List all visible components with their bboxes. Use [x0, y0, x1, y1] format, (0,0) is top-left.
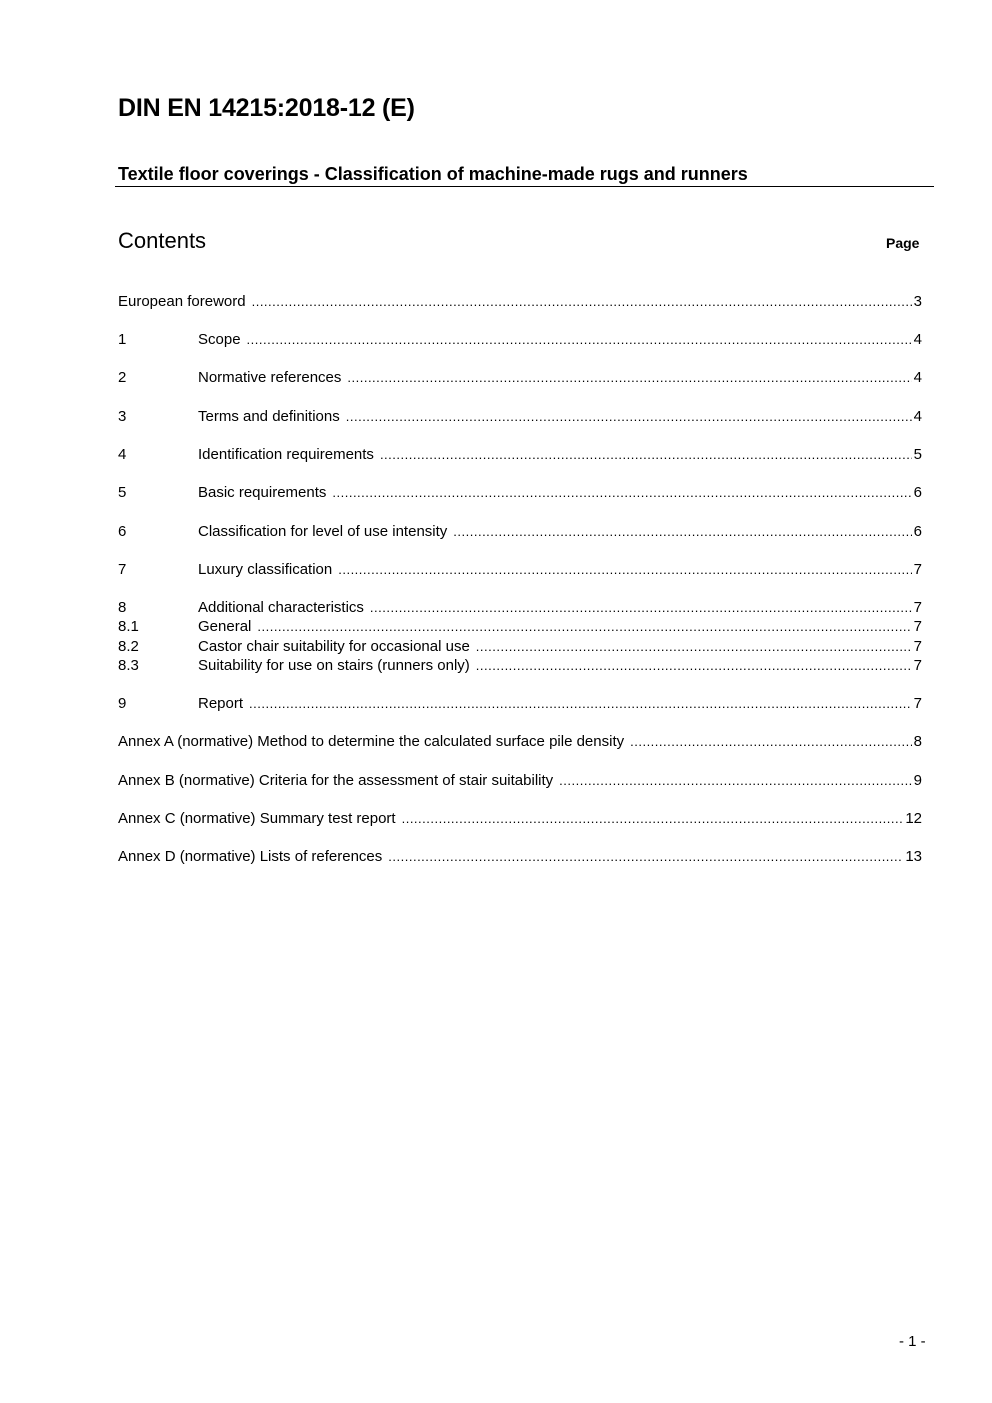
toc-entry-title: Scope — [198, 331, 241, 348]
toc-entry-page: 8 — [913, 733, 922, 750]
toc-entry-page: 4 — [913, 408, 922, 425]
toc-entry-page: 7 — [913, 695, 922, 712]
toc-entry[interactable] — [118, 369, 922, 387]
toc-leader-dots — [249, 695, 912, 712]
toc-entry[interactable] — [118, 446, 922, 464]
toc-leader-dots — [453, 523, 911, 540]
toc-entry[interactable] — [118, 695, 922, 713]
toc-entry-number: 1 — [118, 331, 127, 348]
toc-entry-title: General — [198, 618, 252, 635]
toc-entry[interactable] — [118, 293, 922, 311]
subtitle-divider — [115, 186, 934, 187]
toc-entry[interactable] — [118, 657, 922, 675]
toc-entry-number: 9 — [118, 695, 127, 712]
toc-entry-number: 8.1 — [118, 618, 139, 635]
toc-leader-dots — [347, 369, 911, 386]
toc-entry[interactable] — [118, 618, 922, 636]
toc-entry-page: 5 — [913, 446, 922, 463]
toc-leader-dots — [247, 331, 912, 348]
toc-entry[interactable] — [118, 331, 922, 349]
toc-entry[interactable] — [118, 638, 922, 656]
toc-leader-dots — [559, 772, 911, 789]
toc-entry-title: Identification requirements — [198, 446, 374, 463]
toc-entry-title: Suitability for use on stairs (runners only) — [198, 657, 470, 674]
toc-entry-title: Basic requirements — [198, 484, 327, 501]
toc-entry-page: 4 — [913, 369, 922, 386]
toc-entry-number: 8.2 — [118, 638, 139, 655]
toc-entry-page: 7 — [913, 618, 922, 635]
toc-leader-dots — [338, 561, 911, 578]
toc-entry-number: 6 — [118, 523, 127, 540]
toc-entry-number: 3 — [118, 408, 127, 425]
toc-entry-page: 7 — [913, 657, 922, 674]
toc-entry-page: 7 — [913, 561, 922, 578]
toc-entry[interactable] — [118, 561, 922, 579]
toc-leader-dots — [630, 733, 912, 750]
page-column-heading: Page — [886, 235, 920, 251]
toc-entry-title: Normative references — [198, 369, 342, 386]
toc-entry-title: Annex A (normative) Method to determine the calculated surface pile density — [118, 733, 625, 750]
document-subtitle: Textile floor coverings - Classification of machine-made rugs and runners — [118, 164, 748, 184]
toc-entry-page: 6 — [913, 523, 922, 540]
toc-entry-title: Annex C (normative) Summary test report — [118, 810, 396, 827]
toc-leader-dots — [346, 408, 912, 425]
toc-entry[interactable] — [118, 810, 922, 828]
toc-entry[interactable] — [118, 408, 922, 426]
toc-leader-dots — [476, 638, 912, 655]
toc-leader-dots — [402, 810, 904, 827]
toc-entry-title: Annex D (normative) Lists of references — [118, 848, 383, 865]
toc-entry-number: 5 — [118, 484, 127, 501]
toc-entry-page: 7 — [913, 638, 922, 655]
document-title: DIN EN 14215:2018-12 (E) — [118, 94, 415, 122]
toc-entry-title: Castor chair suitability for occasional use — [198, 638, 470, 655]
toc-entry-number: 8 — [118, 599, 127, 616]
toc-entry-number: 2 — [118, 369, 127, 386]
toc-leader-dots — [388, 848, 903, 865]
toc-entry-page: 4 — [913, 331, 922, 348]
toc-entry[interactable] — [118, 599, 922, 617]
toc-entry-page: 7 — [913, 599, 922, 616]
toc-entry-title: Additional characteristics — [198, 599, 364, 616]
toc-entry-page: 6 — [913, 484, 922, 501]
toc-leader-dots — [332, 484, 911, 501]
toc-entry-page: 13 — [905, 848, 922, 865]
toc-entry[interactable] — [118, 848, 922, 866]
toc-entry-title: Classification for level of use intensity — [198, 523, 448, 540]
toc-entry-title: Terms and definitions — [198, 408, 340, 425]
toc-entry-page: 12 — [905, 810, 922, 827]
toc-entry-number: 8.3 — [118, 657, 139, 674]
toc-entry[interactable] — [118, 733, 922, 751]
toc-entry-number: 7 — [118, 561, 127, 578]
toc-leader-dots — [252, 293, 912, 310]
footer-page-number: - 1 - — [899, 1333, 926, 1350]
toc-entry-title: Luxury classification — [198, 561, 333, 578]
toc-entry[interactable] — [118, 484, 922, 502]
toc-entry-number: 4 — [118, 446, 127, 463]
toc-entry-page: 3 — [913, 293, 922, 310]
toc-entry-page: 9 — [913, 772, 922, 789]
toc-leader-dots — [370, 599, 912, 616]
toc-entry-title: Annex B (normative) Criteria for the assessment of stair suitability — [118, 772, 554, 789]
toc-entry-title: European foreword — [118, 293, 246, 310]
toc-leader-dots — [380, 446, 912, 463]
toc-entry[interactable] — [118, 523, 922, 541]
toc-entry[interactable] — [118, 772, 922, 790]
contents-heading: Contents — [118, 228, 207, 253]
toc-leader-dots — [257, 618, 911, 635]
toc-leader-dots — [476, 657, 912, 674]
toc-entry-title: Report — [198, 695, 244, 712]
